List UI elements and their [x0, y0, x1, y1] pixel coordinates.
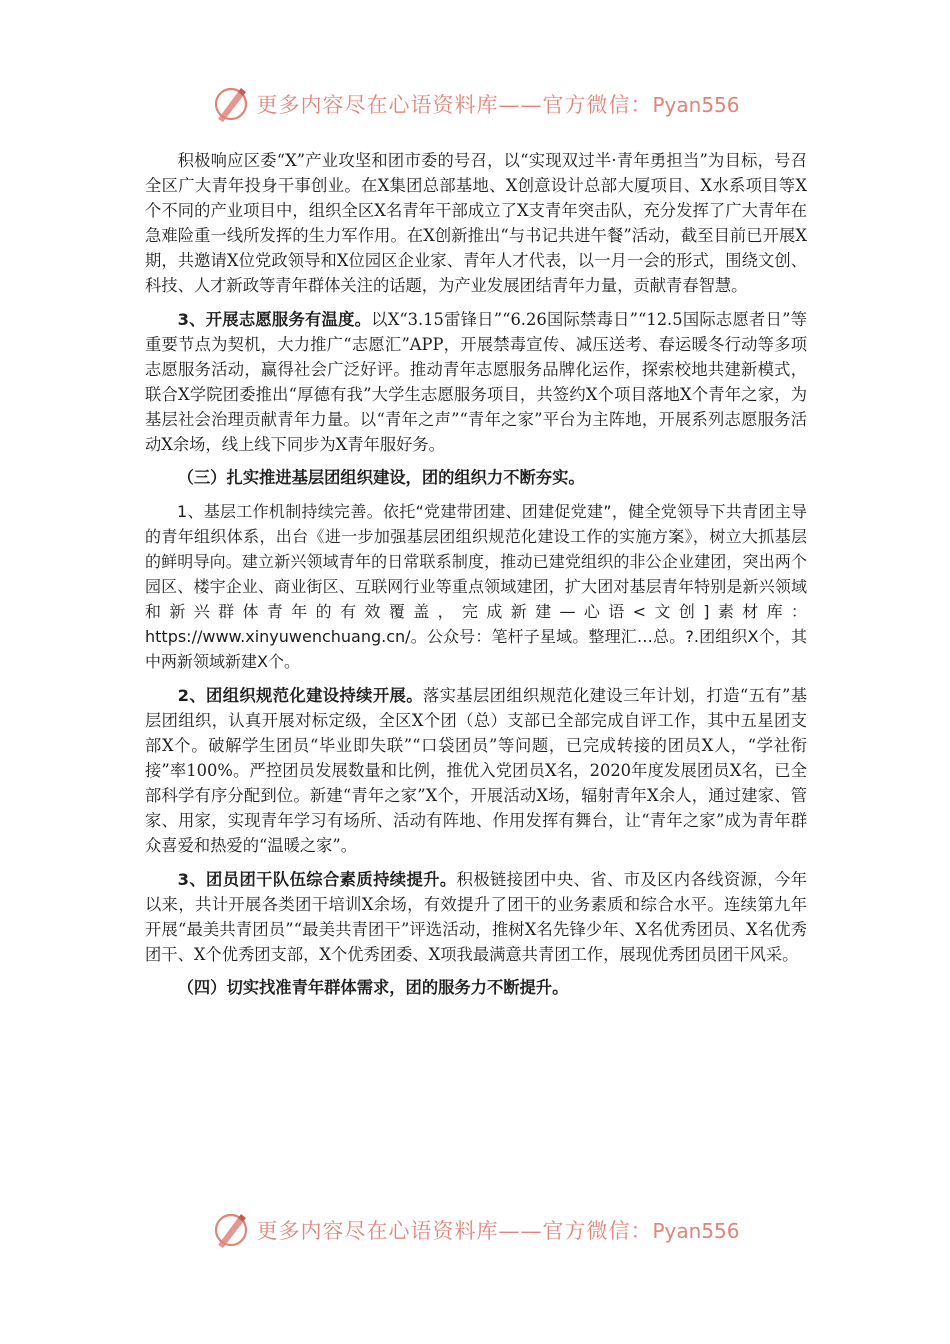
document-body: [145, 148, 807, 1000]
watermark-header: [0, 82, 950, 126]
paragraph-quality: 3、团员团干队伍综合素质持续提升。积极链接团中央、省、市及区内各线资源，今年以来，共计开展各类团干培训X余场，有效提升了团干的业务素质和综合水平。连续第九年开展“最美共青团员”“最美共青团干”评选活动，推树X名先锋少年、X名优秀团员、X名优秀团干、X个优秀团支部，X个优秀团委、X项我最满意共青团工作，展现优秀团员团干风采。: [145, 870, 807, 964]
pen-logo-icon: [210, 83, 252, 125]
watermark-text: 更多内容尽在心语资料库——官方微信：Pyan556: [256, 93, 740, 117]
paragraph: 积极响应区委“X”产业攻坚和团市委的号召，以“实现双过半·青年勇担当”为目标，号召全区广大青年投身干事创业。在X集团总部基地、X创意设计总部大厦项目、X水系项目等X个不同的产业项目中，组织全区X名青年干部成立了X支青年突击队，充分发挥了广大青年在急难险重一线所发挥的生力军作用。在X创新推出“与书记共进午餐”活动，截至目前已开展X期，共邀请X位党政领导和X位园区企业家、青年人才代表，以一月一会的形式，围绕文创、科技、人才新政等青年群体关注的话题，为产业发展团结青年力量，贡献青春智慧。: [145, 151, 807, 295]
section-heading-4: （四）切实找准青年群体需求，团的服务力不断提升。: [177, 978, 569, 997]
paragraph-mechanism: 1、基层工作机制持续完善。依托“党建带团建、团建促党建”，健全党领导下共青团主导的青年组织体系，出台《进一步加强基层团组织规范化建设工作的实施方案》，树立大抓基层的鲜明导向。建立新兴领域青年的日常联系制度，推动已建党组织的非公企业建团，突出两个园区、楼宇企业、商业街区、互联网行业等重点领域建团，扩大团对基层青年特别是新兴领域和新兴群体青年的有效覆盖，完成新建—心语<文创]素材库：https://www.xinyuwenchuang.cn/。公众号：笔杆子星域。整理汇…总。?.团组织X个，其中两新领域新建X个。: [145, 502, 807, 671]
paragraph-standardization: 2、团组织规范化建设持续开展。落实基层团组织规范化建设三年计划，打造“五有”基层团组织，认真开展对标定级，全区X个团（总）支部已全部完成自评工作，其中五星团支部X个。破解学生团员“毕业即失联”“口袋团员”等问题，已完成转接的团员X人，“学社衔接”率100%。严控团员发展数量和比例，推优入党团员X名，2020年度发展团员X名，已全部科学有序分配到位。新建“青年之家”X个，开展活动X场，辐射青年X余人，通过建家、管家、用家，实现青年学习有场所、活动有阵地、作用发挥有舞台，让“青年之家”成为青年群众喜爱和热爱的“温暖之家”。: [145, 686, 807, 855]
pen-logo-icon: [210, 1209, 252, 1251]
watermark-text: 更多内容尽在心语资料库——官方微信：Pyan556: [256, 1219, 740, 1243]
watermark-footer: [0, 1208, 950, 1252]
section-heading-3: （三）扎实推进基层团组织建设，团的组织力不断夯实。: [177, 468, 585, 487]
paragraph-volunteer: 3、开展志愿服务有温度。以X“3.15雷锋日”“6.26国际禁毒日”“12.5国际志愿者日”等重要节点为契机，大力推广“志愿汇”APP，开展禁毒宣传、减压送考、春运暖冬行动等多项志愿服务活动，赢得社会广泛好评。推动青年志愿服务品牌化运作，探索校地共建新模式，联合X学院团委推出“厚德有我”大学生志愿服务项目，共签约X个项目落地X个青年之家，为基层社会治理贡献青年力量。以“青年之声”“青年之家”平台为主阵地，开展系列志愿服务活动X余场，线上线下同步为X青年服好务。: [145, 310, 807, 454]
